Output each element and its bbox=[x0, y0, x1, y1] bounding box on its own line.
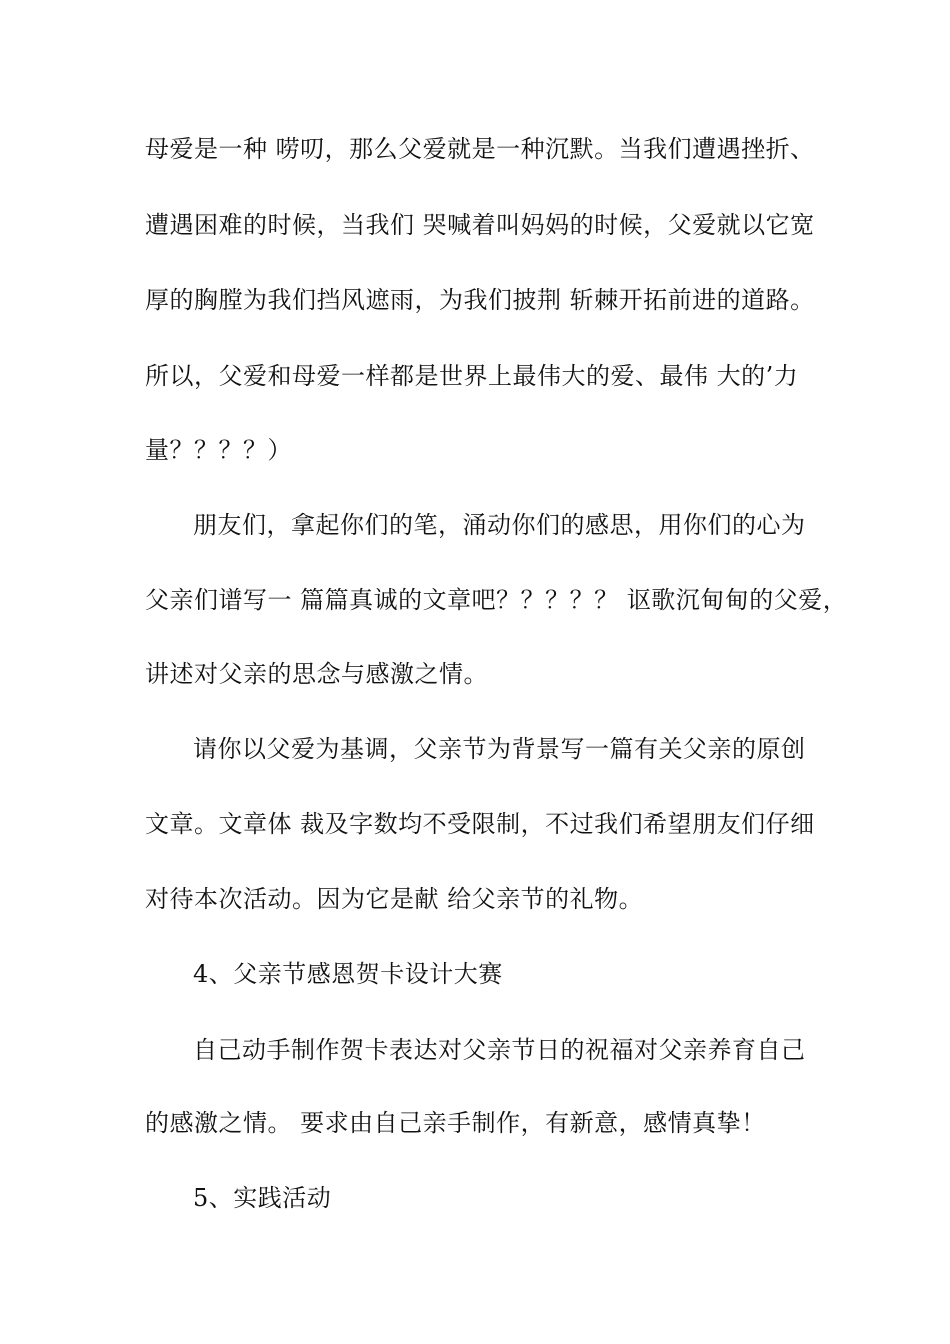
paragraph-first-line: 请你以父爱为基调，父亲节为背景写一篇有关父亲的原创 bbox=[193, 735, 806, 763]
paragraph-first-line: 朋友们，拿起你们的笔，涌动你们的感思，用你们的心为 bbox=[193, 511, 806, 539]
paragraph-first-line: 自己动手制作贺卡表达对父亲节日的祝福对父亲养育自己 bbox=[193, 1036, 806, 1064]
text-line: 的感激之情。 要求由自己亲手制作，有新意，感情真挚！ bbox=[145, 1109, 766, 1137]
text-line: 母爱是一种 唠叨，那么父爱就是一种沉默。当我们遭遇挫折、 bbox=[145, 135, 815, 163]
text-line: 父亲们谱写一 篇篇真诚的文章吧？？？？？ 讴歌沉甸甸的父爱， bbox=[145, 586, 848, 614]
text-line: 所以，父爱和母爱一样都是世界上最伟大的爱、最伟 大的’力 bbox=[145, 362, 799, 390]
text-line: 文章。文章体 裁及字数均不受限制，不过我们希望朋友们仔细 bbox=[145, 810, 815, 838]
section-heading: 4、父亲节感恩贺卡设计大赛 bbox=[193, 960, 503, 988]
text-line: 讲述对父亲的思念与感激之情。 bbox=[145, 660, 488, 688]
text-line: 量？？？？） bbox=[145, 436, 292, 464]
text-line: 厚的胸膛为我们挡风遮雨，为我们披荆 斩棘开拓前进的道路。 bbox=[145, 286, 815, 314]
text-line: 对待本次活动。因为它是献 给父亲节的礼物。 bbox=[145, 885, 644, 913]
section-heading: 5、实践活动 bbox=[193, 1184, 332, 1212]
text-line: 遭遇困难的时候，当我们 哭喊着叫妈妈的时候，父爱就以它宽 bbox=[145, 211, 815, 239]
